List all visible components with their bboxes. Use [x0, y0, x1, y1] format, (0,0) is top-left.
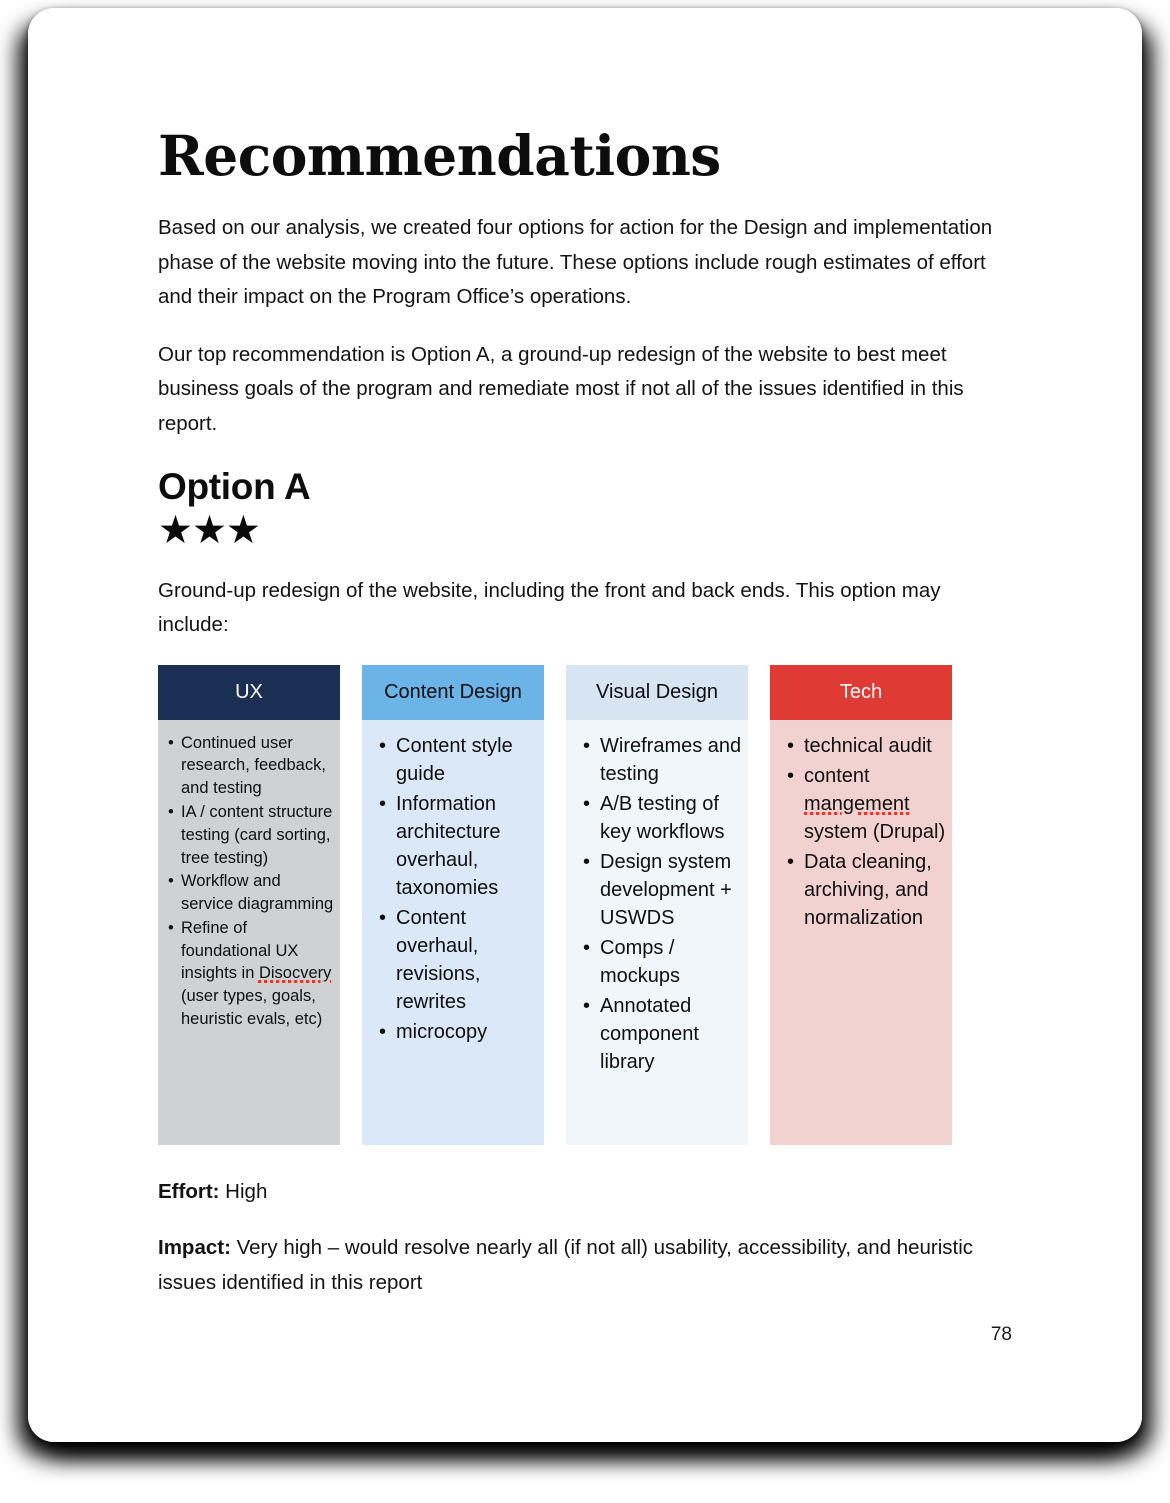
- column-header-content-design: Content Design: [362, 665, 544, 720]
- list-item: • Continued user research, feedback, and testing: [168, 732, 334, 800]
- table-column-ux: [158, 665, 340, 1145]
- list-item: • Content overhaul, revisions, rewrites: [376, 904, 538, 1016]
- document-page-content: [28, 8, 1142, 1442]
- list-item: • A/B testing of key workflows: [580, 790, 742, 846]
- intro-paragraph-2: Our top recommendation is Option A, a ground-up redesign of the website to best meet business goals of the program and remediate most if not all of the issues identified in this report.: [158, 342, 964, 435]
- effort-label: Effort:: [158, 1179, 220, 1203]
- column-body-tech: [770, 720, 952, 1145]
- column-body-ux: [158, 720, 340, 1145]
- impact-label: Impact:: [158, 1236, 231, 1260]
- option-a-lead-in: Ground-up redesign of the website, including the front and back ends. This option may include:: [158, 578, 941, 637]
- intro-paragraph-1: Based on our analysis, we created four options for action for the Design and implementation phase of the website moving into the future. These options include rough estimates of effort and their impact on the Program Office’s operations.: [158, 216, 993, 309]
- list-item: • Annotated component library: [580, 992, 742, 1076]
- effort-value: High: [219, 1179, 268, 1203]
- list-item: • Refine of foundational UX insights in Disocvery (user types, goals, heuristic evals, etc): [168, 917, 334, 1031]
- visual-design-list: [580, 732, 742, 1076]
- impact-line: [158, 1231, 1012, 1300]
- list-item: • Comps / mockups: [580, 934, 742, 990]
- page-number: 78: [990, 1324, 1012, 1345]
- list-item: • Design system development + USWDS: [580, 848, 742, 932]
- star-rating: ★★★: [158, 508, 260, 552]
- column-body-content-design: [362, 720, 544, 1145]
- list-item: • Workflow and service diagramming: [168, 870, 334, 916]
- list-item: • Information architecture overhaul, taxonomies: [376, 790, 538, 902]
- option-a-heading: Option A: [158, 466, 311, 508]
- misspelled-word: Disocvery: [258, 964, 332, 983]
- document-page-sheet: [28, 8, 1142, 1442]
- list-item: • technical audit: [784, 732, 946, 760]
- list-item: • Content style guide: [376, 732, 538, 788]
- list-item: • content mangement system (Drupal): [784, 762, 946, 846]
- list-item: • Data cleaning, archiving, and normalization: [784, 848, 946, 932]
- list-item: • Wireframes and testing: [580, 732, 742, 788]
- impact-value: Very high – would resolve nearly all (if not all) usability, accessibility, and heuristic issues identified in this report: [158, 1236, 974, 1294]
- table-column-tech: [770, 665, 952, 1145]
- table-column-visual-design: [566, 665, 748, 1145]
- ux-list: [168, 732, 334, 1031]
- list-item: • IA / content structure testing (card sorting, tree testing): [168, 801, 334, 869]
- table-column-content-design: [362, 665, 544, 1145]
- column-body-visual-design: [566, 720, 748, 1145]
- column-header-ux: UX: [158, 665, 340, 720]
- content-design-list: [376, 732, 538, 1046]
- page-title: Recommendations: [158, 123, 721, 188]
- column-header-tech: Tech: [770, 665, 952, 720]
- effort-line: [158, 1175, 1012, 1209]
- column-header-visual-design: Visual Design: [566, 665, 748, 720]
- list-item: • microcopy: [376, 1018, 538, 1046]
- misspelled-word: mangement: [804, 792, 910, 815]
- recommendations-table: [158, 665, 1012, 1145]
- tech-list: [784, 732, 946, 932]
